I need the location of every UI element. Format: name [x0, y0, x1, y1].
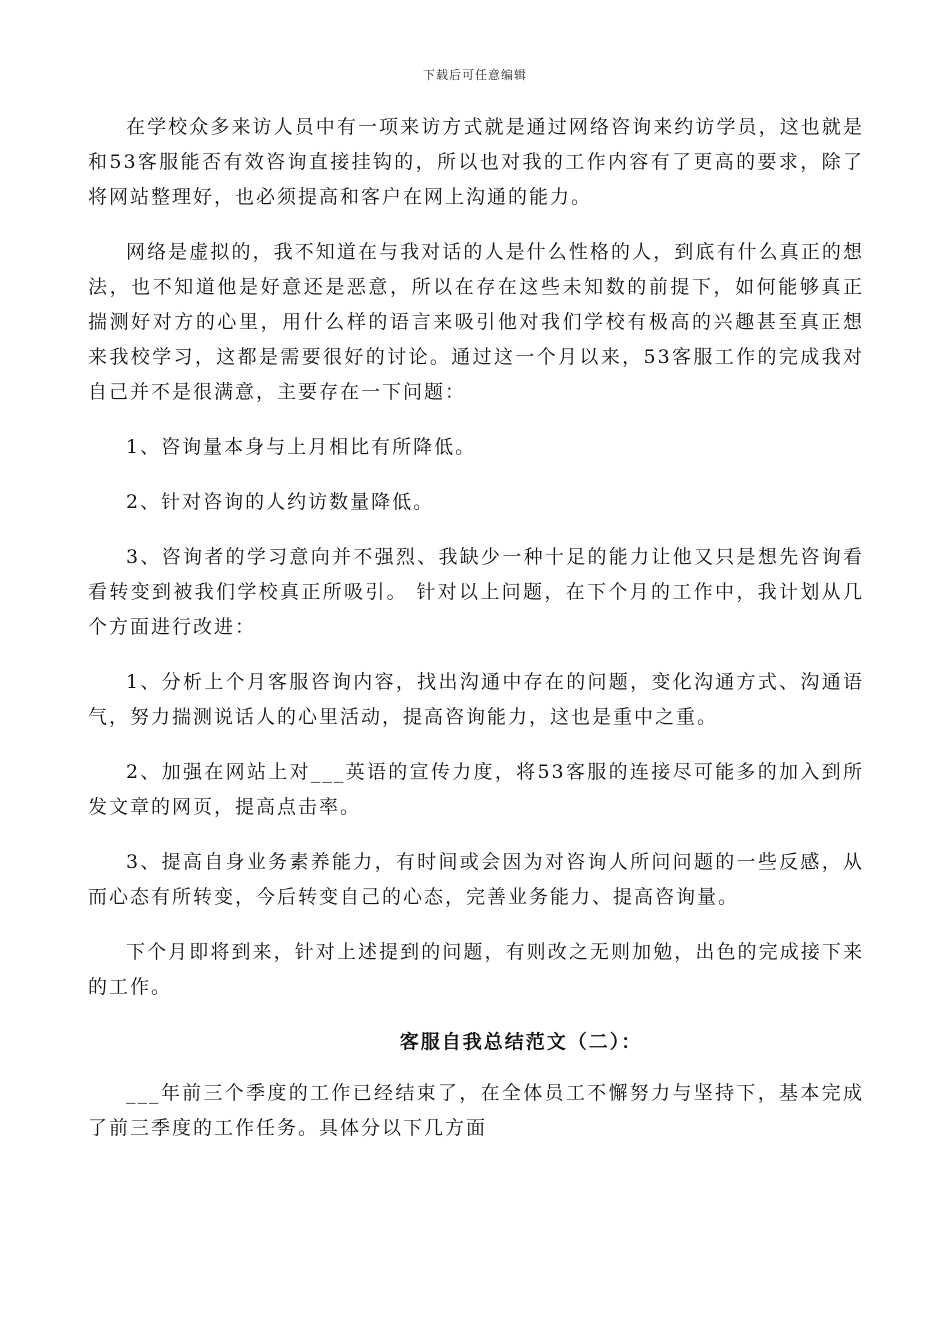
paragraph-conclusion: 下个月即将到来，针对上述提到的问题，有则改之无则加勉，出色的完成接下来的工作。	[88, 941, 864, 998]
paragraph-virtual-network: 网络是虚拟的，我不知道在与我对话的人是什么性格的人，到底有什么真正的想法，也不知道他是好意还是恶意，所以在存在这些未知数的前提下，如何能够真正揣测好对方的心里，用什么样的语言来吸引他对我们学校有极高的兴趣甚至真正想来我校学习，这都是需要很好的讨论。通过这一个月以来，53客服工作的完成我对自己并不是很满意，主要存在一下问题：	[88, 241, 864, 403]
paragraph-section2-intro: ___年前三个季度的工作已经结束了，在全体员工不懈努力与坚持下，基本完成了前三季度的工作任务。具体分以下几方面	[88, 1082, 864, 1139]
problem-item-3: 3、咨询者的学习意向并不强烈、我缺少一种十足的能力让他又只是想先咨询看看转变到被我们学校真正所吸引。 针对以上问题，在下个月的工作中，我计划从几个方面进行改进：	[88, 546, 864, 638]
page-header: 下载后可任意编辑	[422, 68, 527, 82]
section-title: 客服自我总结范文（二）：	[399, 1031, 643, 1053]
plan-item-2: 2、加强在网站上对___英语的宣传力度，将53客服的连接尽可能多的加入到所发文章的网页，提高点击率。	[88, 761, 864, 818]
plan-item-3: 3、提高自身业务素养能力，有时间或会因为对咨询人所问问题的一些反感，从而心态有所转变，今后转变自己的心态，完善业务能力、提高咨询量。	[88, 851, 864, 908]
document-body	[88, 110, 864, 1166]
problem-item-1: 1、咨询量本身与上月相比有所降低。	[126, 436, 477, 458]
problem-item-2: 2、针对咨询的人约访数量降低。	[126, 491, 435, 513]
plan-item-1: 1、分析上个月客服咨询内容，找出沟通中存在的问题，变化沟通方式、沟通语气，努力揣测说话人的心里活动，提高咨询能力，这也是重中之重。	[88, 671, 864, 728]
paragraph-intro: 在学校众多来访人员中有一项来访方式就是通过网络咨询来约访学员，这也就是和53客服能否有效咨询直接挂钩的，所以也对我的工作内容有了更高的要求，除了将网站整理好，也必须提高和客户在网上沟通的能力。	[88, 116, 864, 208]
